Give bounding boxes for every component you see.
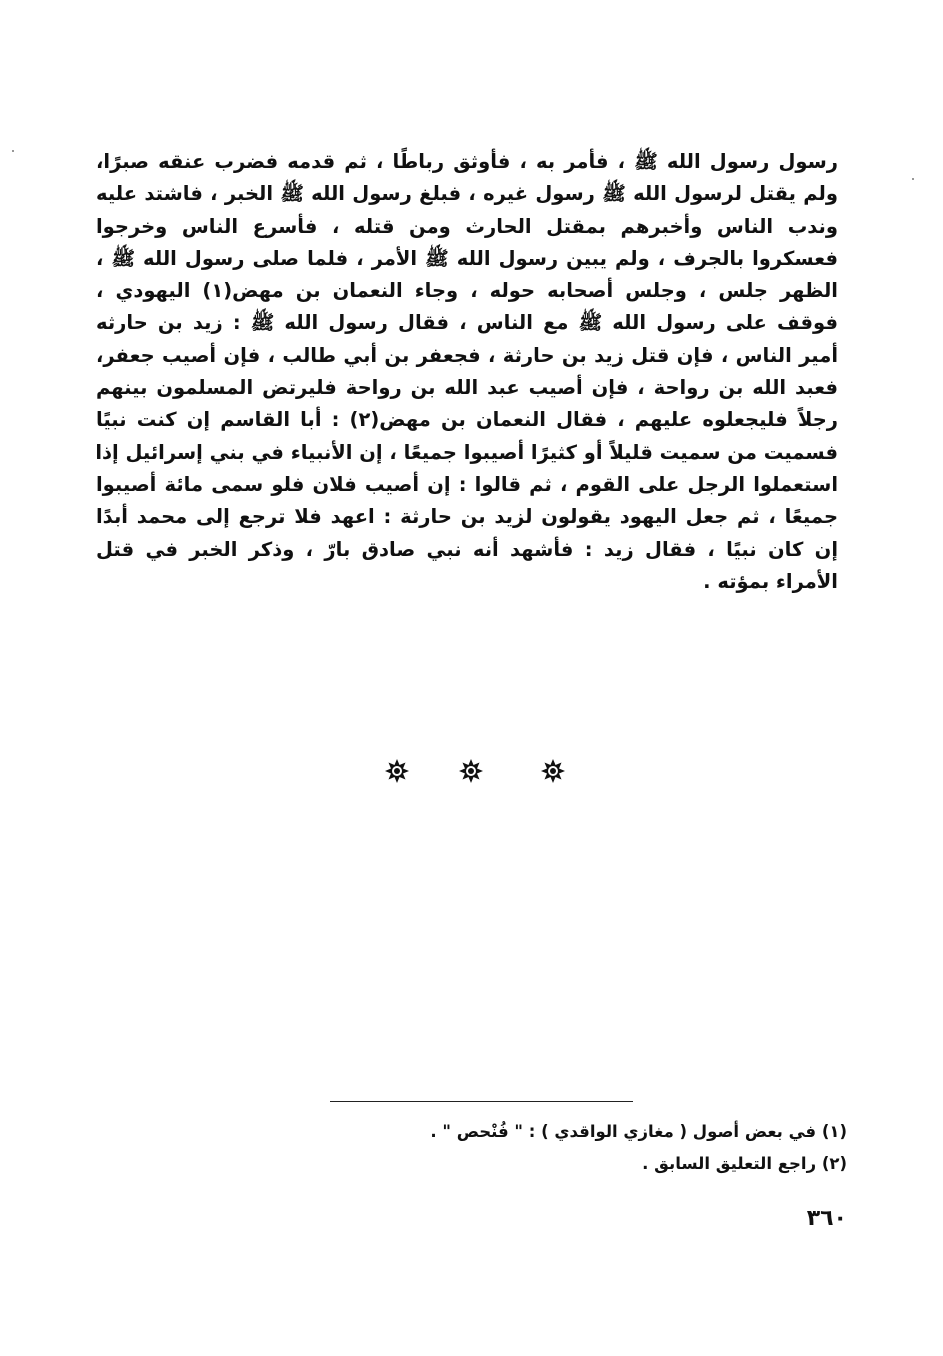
text-line: فعبد الله بن رواحة ، فإن أصيب عبد الله بن رواحة فليرتض المسلمون بينهم <box>96 376 838 400</box>
text-line: فعسكروا بالجرف ، ولم يبين رسول الله ﷺ الأمر ، فلما صلى رسول الله ﷺ ، <box>96 246 838 270</box>
page-number: ٣٦٠ <box>806 1206 847 1231</box>
text-line: استعملوا الرجل على القوم ، ثم قالوا : إن أصيب فلان فلو سمى مائة أصيبوا <box>96 472 838 496</box>
footnote-2: (٢) راجع التعليق السابق . <box>642 1154 847 1173</box>
text-line: رسول رسول الله ﷺ ، فأمر به ، فأوثق رباطًا ، ثم قدمه فضرب عنقه صبرًا، <box>96 150 838 173</box>
footnote-1: (١) في بعض أصول ( مغازي الواقدي ) : " فُنْحص " . <box>430 1122 847 1141</box>
text-line: فوقف على رسول الله ﷺ مع الناس ، فقال رسول الله ﷺ : زيد بن حارثه <box>96 311 838 335</box>
main-text <box>96 146 838 598</box>
ornament-flower-icon <box>540 758 566 784</box>
footnotes <box>287 1116 847 1180</box>
text-line: الأمراء بمؤته . <box>703 569 838 593</box>
scan-speck <box>12 150 14 152</box>
text-line: فسميت من سميت قليلاً أو كثيرًا أصيبوا جميعًا ، إن الأنبياء في بني إسرائيل إذا <box>95 440 838 464</box>
scan-speck <box>912 178 914 180</box>
text-line: إن كان نبيًا ، فقال زيد : فأشهد أنه نبي صادق بارّ ، وذكر الخبر في قتل <box>96 537 838 561</box>
text-line: أمير الناس ، فإن قتل زيد بن حارثة ، فجعفر بن أبي طالب ، فإن أصيب جعفر، <box>96 343 838 367</box>
text-line: ولم يقتل لرسول الله ﷺ رسول غيره ، فبلغ رسول الله ﷺ الخبر ، فاشتد عليه <box>96 182 838 206</box>
text-line: رجلاً فليجعلوه عليهم ، فقال النعمان بن مهض(٢) : أبا القاسم إن كنت نبيًا <box>96 408 838 432</box>
ornament-flower-icon <box>384 758 410 784</box>
text-line: جميعًا ، ثم جعل اليهود يقولون لزيد بن حارثة : اعهد فلا ترجع إلى محمد أبدًا <box>96 505 838 529</box>
text-line: وندب الناس وأخبرهم بمقتل الحارث ومن قتله ، فأسرع الناس وخرجوا <box>96 214 838 238</box>
section-divider <box>0 758 943 788</box>
text-line: الظهر جلس ، وجلس أصحابه حوله ، وجاء النعمان بن مهض(١) اليهودي ، <box>96 279 838 303</box>
footnote-separator <box>330 1101 633 1102</box>
ornament-flower-icon <box>458 758 484 784</box>
